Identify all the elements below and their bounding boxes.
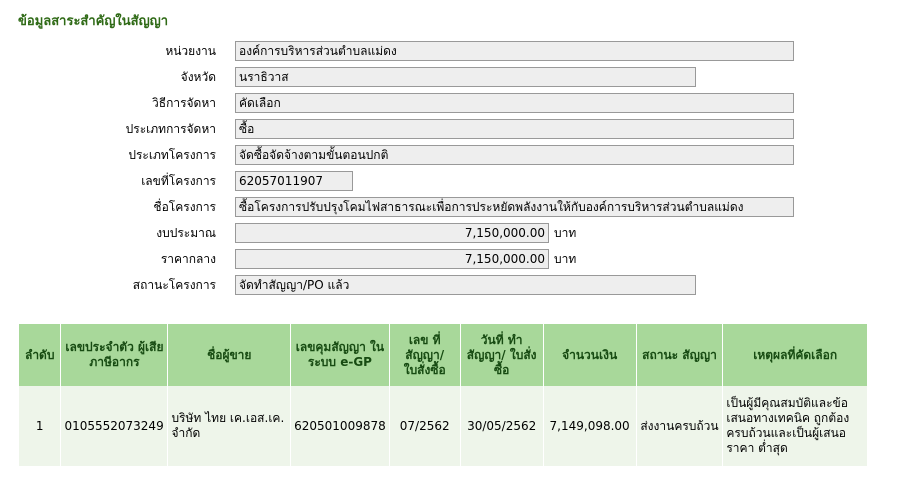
procure-type-label: ประเภทการจัดหา	[125, 122, 216, 136]
cell-contract-no: 07/2562	[389, 386, 460, 466]
cell-amount: 7,149,098.00	[543, 386, 636, 466]
header-status: สถานะ สัญญา	[636, 324, 723, 386]
median-price-unit: บาท	[554, 252, 577, 266]
budget-unit: บาท	[554, 226, 577, 240]
contract-table	[19, 324, 868, 466]
project-type-label: ประเภทโครงการ	[128, 148, 216, 162]
procure-type-field: ซื้อ	[235, 119, 794, 139]
section-title: ข้อมูลสาระสำคัญในสัญญา	[18, 14, 169, 29]
header-contract-no: เลข ที่สัญญา/ ใบสั่งซื้อ	[389, 324, 460, 386]
table-header-row	[19, 324, 868, 386]
median-price-field: 7,150,000.00	[235, 249, 549, 269]
header-control-no: เลขคุมสัญญา ในระบบ e-GP	[291, 324, 390, 386]
table-row	[19, 386, 868, 466]
project-no-field: 62057011907	[235, 171, 353, 191]
cell-seq: 1	[19, 386, 61, 466]
header-vendor: ชื่อผู้ขาย	[168, 324, 291, 386]
status-label: สถานะโครงการ	[132, 278, 216, 292]
status-field: จัดทำสัญญา/PO แล้ว	[235, 275, 696, 295]
cell-status: ส่งงานครบถ้วน	[636, 386, 723, 466]
cell-reason: เป็นผู้มีคุณสมบัติและข้อเสนอทางเทคนิค ถูกต้องครบถ้วนและเป็นผู้เสนอราคา ต่ำสุด	[723, 386, 868, 466]
project-name-field: ซื้อโครงการปรับปรุงโคมไฟสาธารณะเพื่อการประหยัดพลังงานให้กับองค์การบริหารส่วนตำบลแม่ดง	[235, 197, 794, 217]
cell-vendor: บริษัท ไทย เค.เอส.เค. จำกัด	[168, 386, 291, 466]
header-amount: จำนวนเงิน	[543, 324, 636, 386]
cell-contract-date: 30/05/2562	[460, 386, 543, 466]
cell-control-no: 620501009878	[291, 386, 390, 466]
header-reason: เหตุผลที่คัดเลือก	[723, 324, 868, 386]
project-name-label: ชื่อโครงการ	[153, 200, 216, 214]
method-field: คัดเลือก	[235, 93, 794, 113]
header-seq: ลำดับ	[19, 324, 61, 386]
province-field: นราธิวาส	[235, 67, 696, 87]
header-contract-date: วันที่ ทำสัญญา/ ใบสั่งซื้อ	[460, 324, 543, 386]
project-type-field: จัดซื้อจัดจ้างตามขั้นตอนปกติ	[235, 145, 794, 165]
budget-field: 7,150,000.00	[235, 223, 549, 243]
project-no-label: เลขที่โครงการ	[141, 174, 216, 188]
province-label: จังหวัด	[180, 70, 216, 84]
median-price-label: ราคากลาง	[160, 252, 216, 266]
method-label: วิธีการจัดหา	[152, 96, 216, 110]
header-tax-id: เลขประจำตัว ผู้เสียภาษีอากร	[61, 324, 168, 386]
cell-tax-id: 0105552073249	[61, 386, 168, 466]
agency-label: หน่วยงาน	[165, 44, 216, 58]
agency-field: องค์การบริหารส่วนตำบลแม่ดง	[235, 41, 794, 61]
budget-label: งบประมาณ	[156, 226, 216, 240]
